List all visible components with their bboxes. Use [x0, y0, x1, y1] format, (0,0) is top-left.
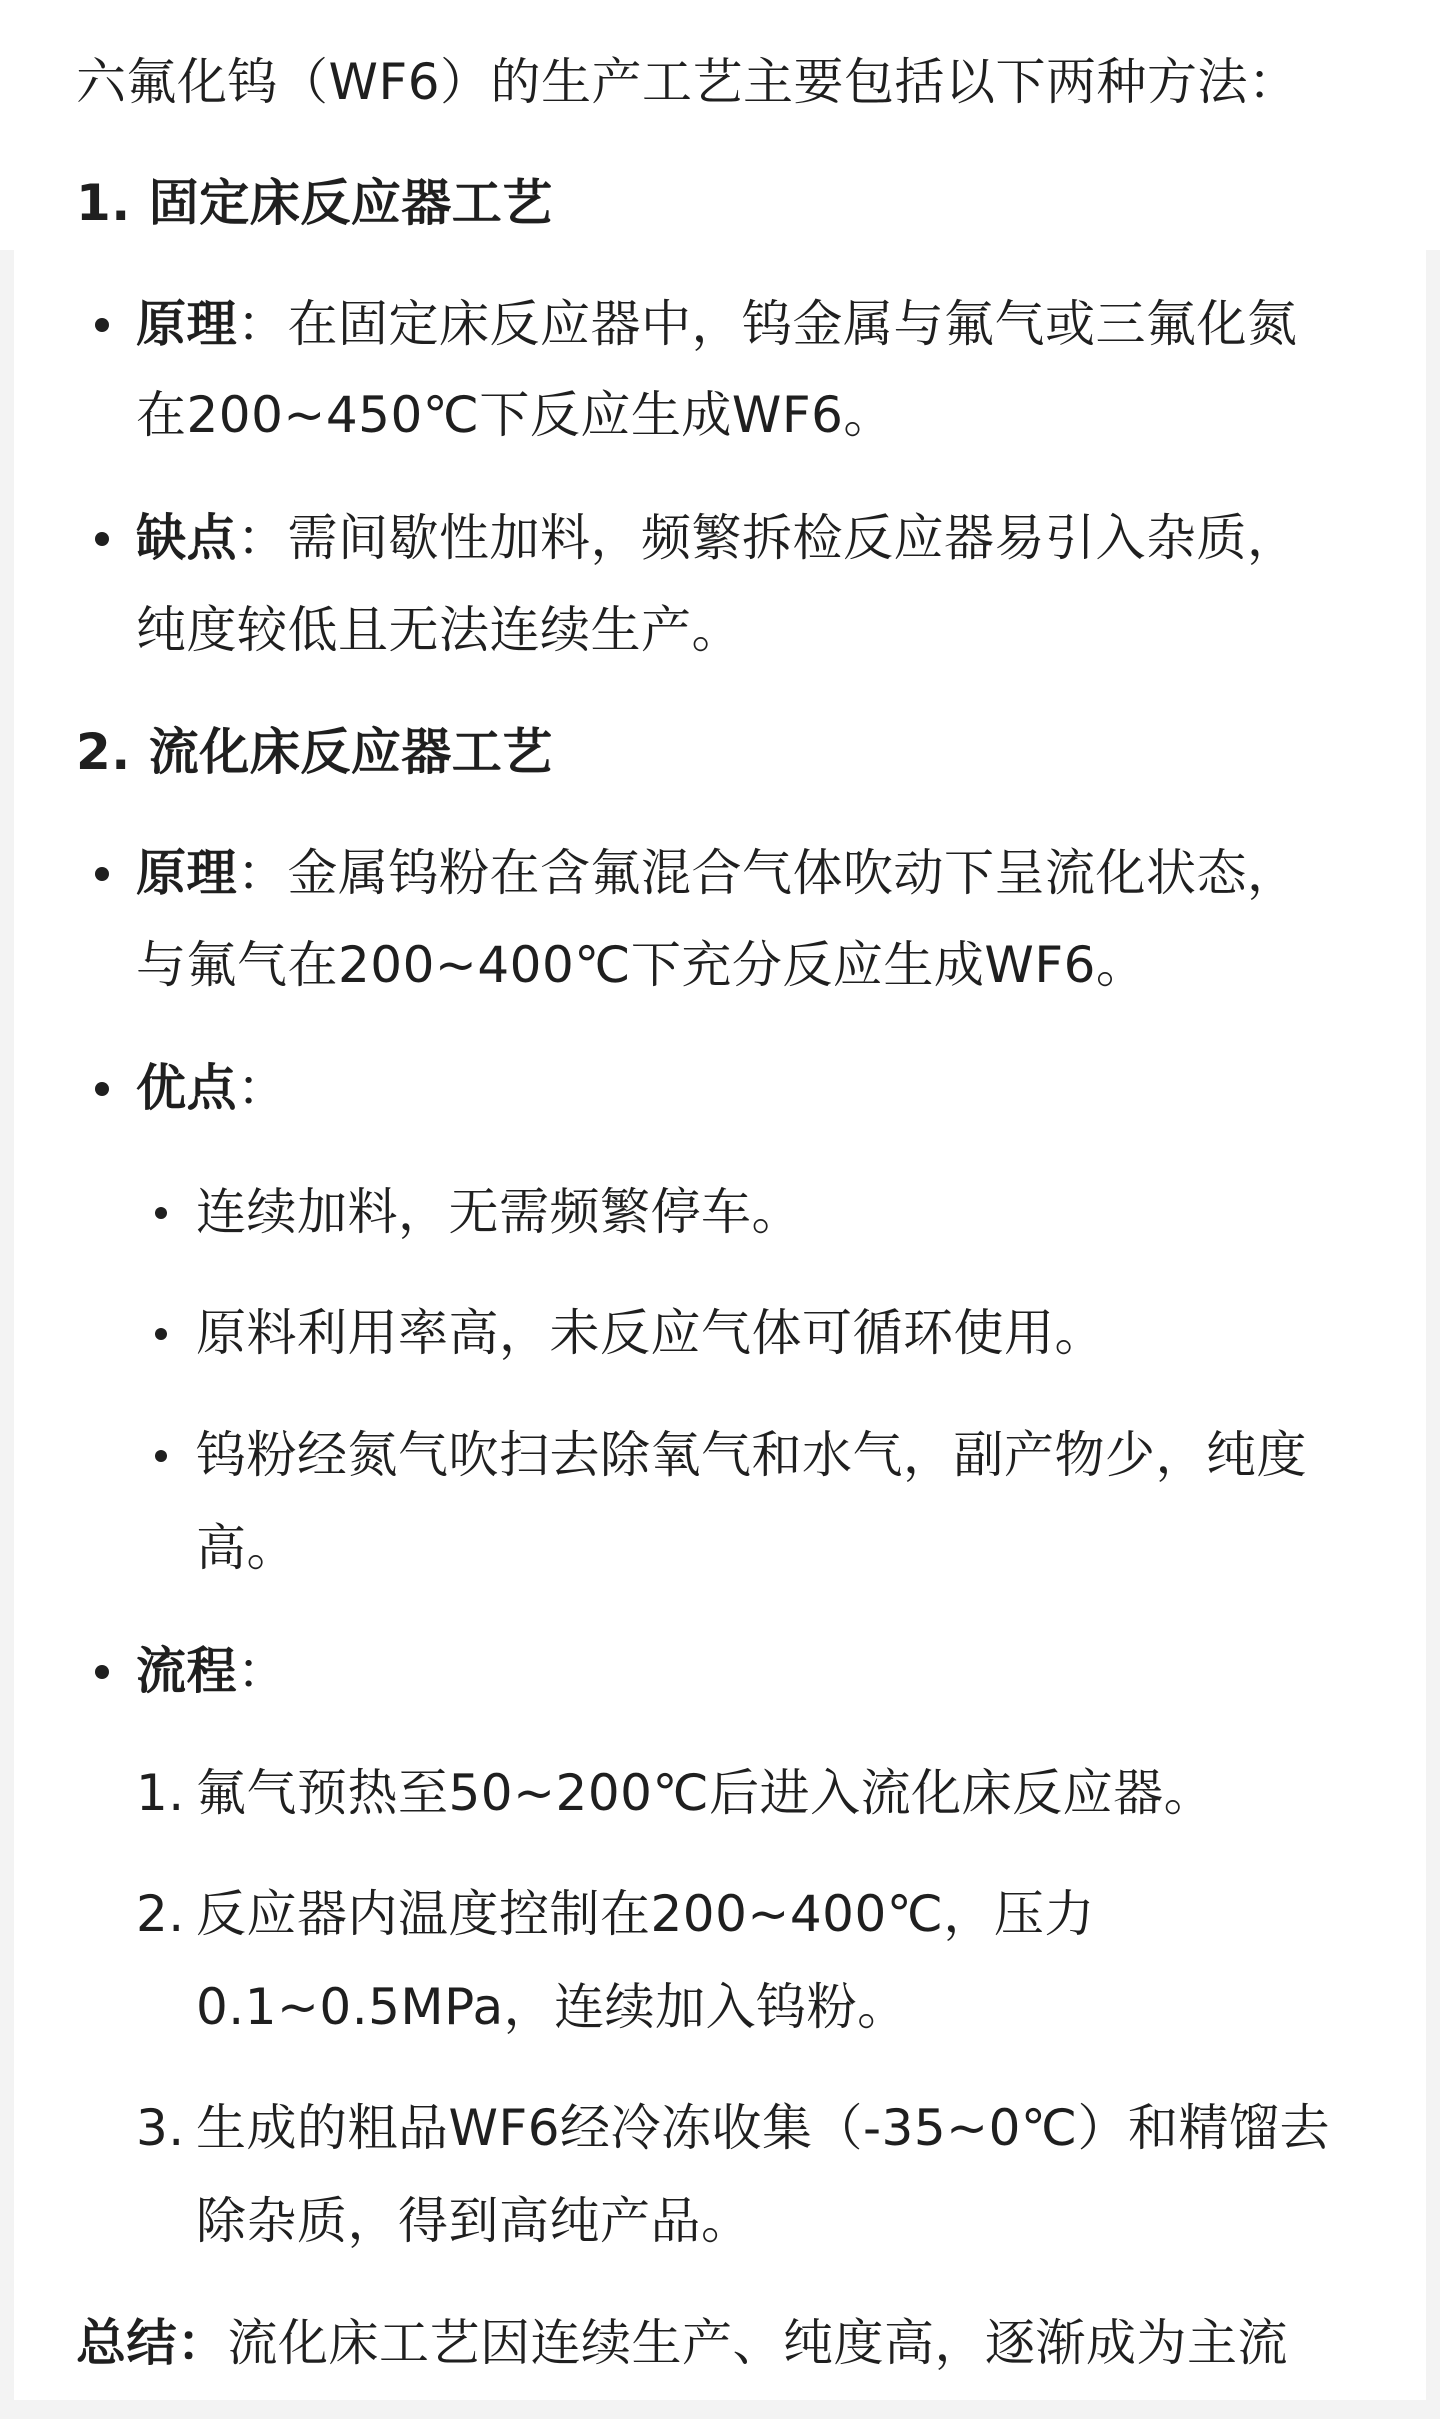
- principle-label: 原理: [136, 844, 237, 902]
- principle-text: 在固定床反应器中，钨金属与氟气或三氟化氮: [287, 295, 1298, 353]
- advantage-item: 原料利用率高，未反应气体可循环使用。: [196, 1304, 1105, 1362]
- principle-text: 金属钨粉在含氟混合气体吹动下呈流化状态，: [287, 844, 1298, 902]
- colon: ：: [237, 295, 288, 353]
- process-step-cont: 除杂质，得到高纯产品。: [196, 2192, 752, 2250]
- section2-heading: 2. 流化床反应器工艺: [76, 723, 553, 781]
- process-step-number: 2.: [136, 1885, 185, 1943]
- bullet-icon: [95, 1665, 109, 1679]
- colon: ：: [237, 844, 288, 902]
- section1-heading: 1. 固定床反应器工艺: [76, 174, 553, 232]
- colon: ：: [237, 1642, 288, 1700]
- bullet-icon: [95, 867, 109, 881]
- colon: ：: [237, 1059, 288, 1117]
- intro-text: 六氟化钨（WF6）的生产工艺主要包括以下两种方法：: [76, 53, 1299, 111]
- advantage-item: 连续加料，无需频繁停车。: [196, 1183, 802, 1241]
- bullet-icon: [95, 1082, 109, 1096]
- colon: ：: [237, 509, 288, 567]
- process-step-number: 1.: [136, 1764, 185, 1822]
- advantages-heading: [136, 1058, 288, 1118]
- section2-principle-line1: [136, 843, 1298, 903]
- sub-bullet-icon: [155, 1207, 167, 1219]
- section1-drawback-line1: [136, 508, 1298, 568]
- section2-principle-line2: 与氟气在200~400℃下充分反应生成WF6。: [136, 936, 1147, 994]
- bullet-icon: [95, 318, 109, 332]
- process-step: 反应器内温度控制在200~400℃，压力: [196, 1885, 1095, 1943]
- advantages-label: 优点: [136, 1059, 237, 1117]
- drawback-label: 缺点: [136, 509, 237, 567]
- section1-principle-line2: 在200~450℃下反应生成WF6。: [136, 386, 894, 444]
- sub-bullet-icon: [155, 1450, 167, 1462]
- process-step-number: 3.: [136, 2099, 185, 2157]
- advantage-item: 钨粉经氮气吹扫去除氧气和水气，副产物少，纯度: [196, 1426, 1307, 1484]
- process-step: 氟气预热至50~200℃后进入流化床反应器。: [196, 1764, 1215, 1822]
- process-step: 生成的粗品WF6经冷冻收集（-35~0℃）和精馏去: [196, 2099, 1331, 2157]
- section1-principle-line1: [136, 294, 1298, 354]
- bullet-icon: [95, 532, 109, 546]
- sub-bullet-icon: [155, 1328, 167, 1340]
- summary-text: 流化床工艺因连续生产、纯度高，逐渐成为主流: [227, 2314, 1288, 2372]
- colon: ：: [177, 2314, 228, 2372]
- section1-drawback-line2: 纯度较低且无法连续生产。: [136, 601, 742, 659]
- process-step-cont: 0.1~0.5MPa，连续加入钨粉。: [196, 1978, 908, 2036]
- process-label: 流程: [136, 1642, 237, 1700]
- drawback-text: 需间歇性加料，频繁拆检反应器易引入杂质，: [287, 509, 1298, 567]
- summary-line: [76, 2313, 1288, 2373]
- principle-label: 原理: [136, 295, 237, 353]
- summary-label: 总结: [76, 2314, 177, 2372]
- process-heading: [136, 1641, 288, 1701]
- advantage-item-cont: 高。: [196, 1519, 297, 1577]
